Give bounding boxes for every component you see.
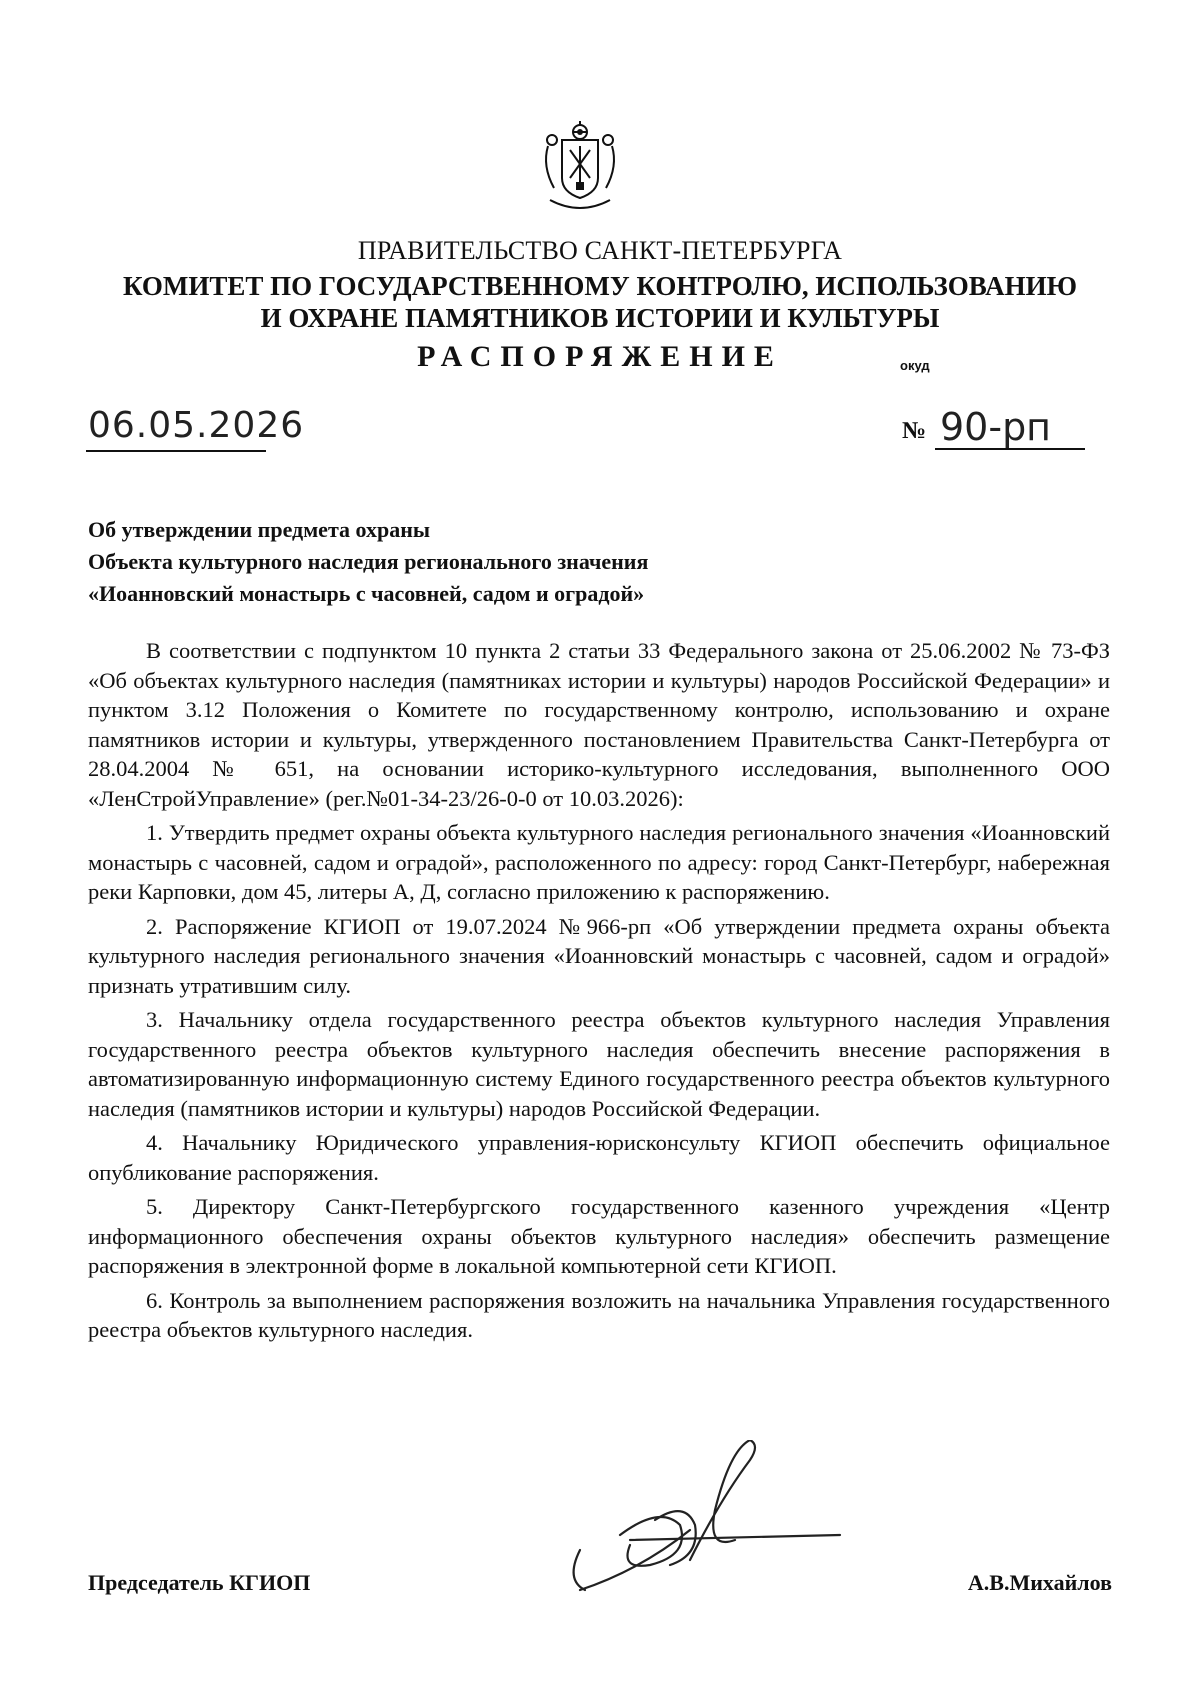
clause-paragraph: 1. Утвердить предмет охраны объекта культурного наследия регионального значения «Иоанновский монастырь с часовней, садом и оградой», расположенного по адресу: город Санкт-Петербург, набережная реки Карповки, дом 45, литеры А, Д, согласно приложению к распоряжению. <box>88 820 1110 904</box>
clause-paragraph: 6. Контроль за выполнением распоряжения возложить на начальника Управления государственного реестра объектов культурного наследия. <box>88 1287 1110 1342</box>
committee-line-2: И ОХРАНЕ ПАМЯТНИКОВ ИСТОРИИ И КУЛЬТУРЫ <box>260 303 940 333</box>
signatory-name: А.В.Михайлов <box>967 1570 1112 1595</box>
committee-line-1: КОМИТЕТ ПО ГОСУДАРСТВЕННОМУ КОНТРОЛЮ, ИСПОЛЬЗОВАНИЮ <box>123 271 1077 301</box>
clause-paragraph: 3. Начальнику отдела государственного реестра объектов культурного наследия Управления государственного реестра объектов культурного наследия обеспечить внесение распоряжения в автоматизированную информационную систему Единого государственного реестра объектов культурного наследия (памятников истории и культуры) народов Российской Федерации. <box>88 1007 1110 1121</box>
okud-label: окуд <box>900 358 930 373</box>
preamble-paragraph: В соответствии с подпунктом 10 пункта 2 статьи 33 Федерального закона от 25.06.2002 № 73-ФЗ «Об объектах культурного наследия (памятниках истории и культуры) народов Российской Федерации» и пунктом 3.12 Положения о Комитете по государственному контролю, использованию и охране памятников истории и культуры, утвержденного постановлением Правительства Санкт-Петербурга от 28.04.2004 № 651, на основании историко-культурного исследования, выполненного ООО «ЛенСтройУправление» (рег.№01-34-23/26-0-0 от 10.03.2026): <box>88 638 1110 811</box>
handwritten-signature <box>560 1440 920 1610</box>
clause-paragraph: 4. Начальнику Юридического управления-юрисконсульту КГИОП обеспечить официальное опубликование распоряжения. <box>88 1130 1110 1185</box>
number-underline <box>935 448 1085 450</box>
document-date: 06.05.2026 <box>88 405 305 446</box>
document-subject <box>88 514 648 610</box>
document-body <box>88 636 1110 1350</box>
subject-line-2: Объекта культурного наследия регионального значения <box>88 549 649 574</box>
subject-line-1: Об утверждении предмета охраны <box>88 517 431 542</box>
document-number: 90-рп <box>940 405 1052 449</box>
document-type: РАСПОРЯЖЕНИЕ <box>417 340 783 373</box>
date-underline <box>86 450 266 452</box>
clause-paragraph: 2. Распоряжение КГИОП от 19.07.2024 №966-рп «Об утверждении предмета охраны объекта культурного наследия регионального значения «Иоанновский монастырь с часовней, садом и оградой» признать утратившим силу. <box>88 913 1110 998</box>
coat-of-arms-icon <box>540 120 620 220</box>
clause-paragraph: 5. Директору Санкт-Петербургского государственного казенного учреждения «Центр информационного обеспечения охраны объектов культурного наследия» обеспечить размещение распоряжения в электронной форме в локальной компьютерной сети КГИОП. <box>88 1194 1110 1278</box>
number-label: № <box>902 418 927 444</box>
signatory-position: Председатель КГИОП <box>88 1570 311 1595</box>
government-name: ПРАВИТЕЛЬСТВО САНКТ-ПЕТЕРБУРГА <box>357 236 843 265</box>
committee-name <box>0 270 1200 334</box>
subject-line-3: «Иоанновский монастырь с часовней, садом и оградой» <box>88 581 645 606</box>
